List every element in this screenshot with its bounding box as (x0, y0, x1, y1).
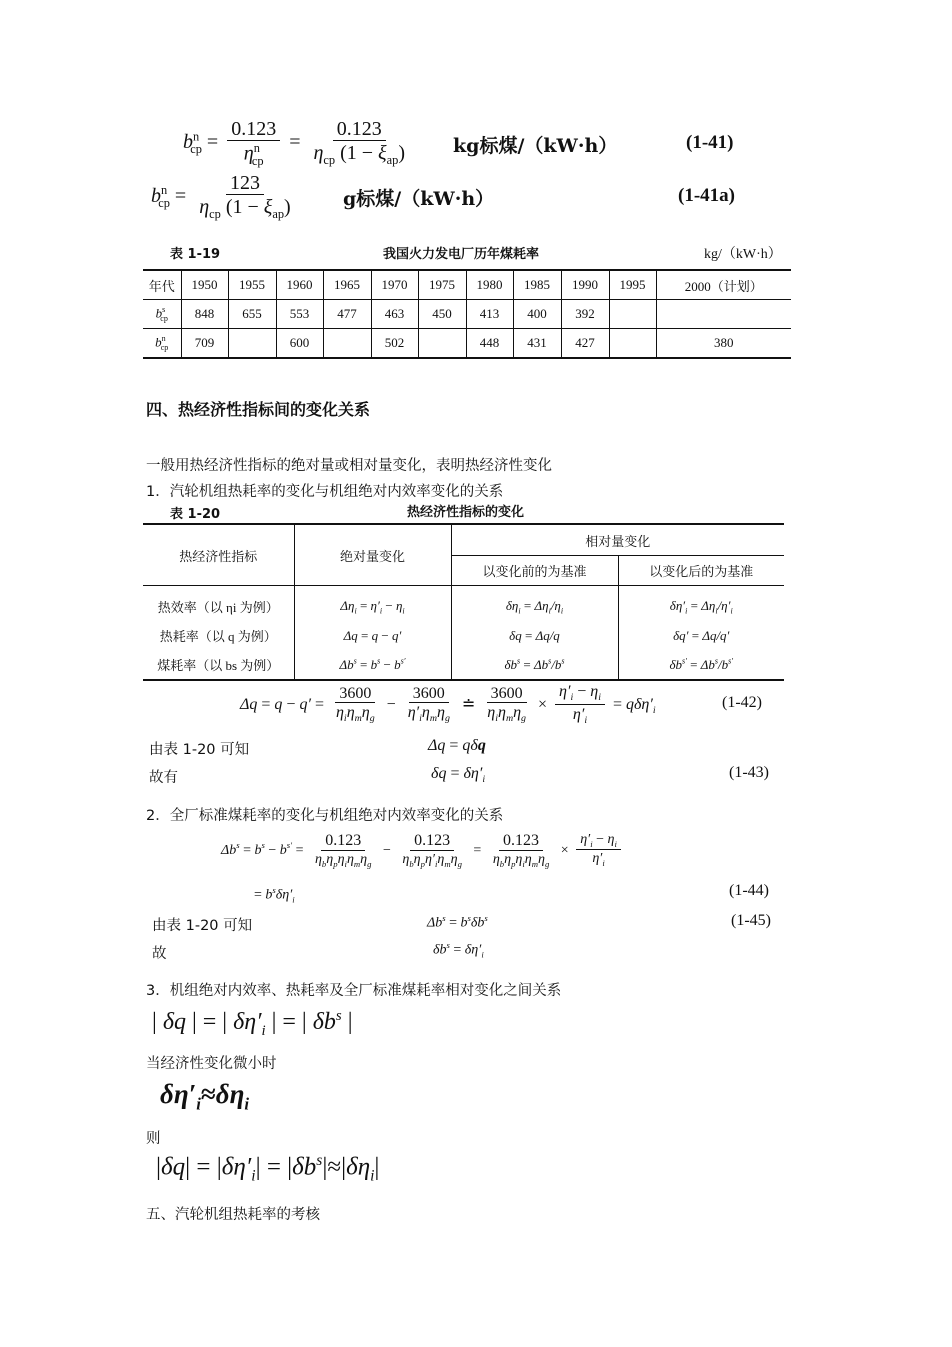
eq143-number: (1-43) (729, 764, 769, 781)
table-cell: 655 (228, 300, 276, 329)
equation-delta-bs: $\delta b^s = \delta\eta'_i$ (433, 940, 484, 960)
table-row (143, 621, 784, 650)
eq141a-number: (1-41a) (678, 185, 735, 206)
table-cell (656, 300, 791, 329)
table-row (143, 270, 791, 300)
eq142-n1: 3600 (335, 685, 375, 704)
table-cell: 848 (181, 300, 228, 329)
table-row (143, 329, 791, 359)
table-cell: 600 (276, 329, 323, 359)
item-3: 3．机组绝对内效率、热耗率及全厂标准煤耗率相对变化之间关系 (146, 983, 562, 999)
row-label: 热效率（以 ηi 为例） (143, 586, 294, 622)
eq141-num1: 0.123 (227, 118, 280, 141)
table-cell: 463 (371, 300, 418, 329)
equation-1-44-line2: = $b^s\delta\eta'_i$ (254, 885, 295, 905)
table-cell (323, 329, 371, 359)
table-cell (609, 329, 656, 359)
table119-header-cell: 1955 (228, 270, 276, 300)
row-label: 煤耗率（以 bs 为例） (143, 650, 294, 680)
eq141a-num: 123 (226, 172, 264, 195)
table-cell: $\delta b^{s'} = \Delta b^s/b^{s'}$ (618, 650, 784, 680)
table120-caption: 表 1-20 (170, 507, 221, 522)
table-row (143, 300, 791, 329)
table120-title: 热经济性指标的变化 (407, 505, 525, 520)
table-cell: 553 (276, 300, 323, 329)
item-2: 2．全厂标准煤耗率的变化与机组绝对内效率变化的关系 (146, 808, 504, 824)
table119-title: 我国火力发电厂历年煤耗率 (383, 247, 540, 262)
table-cell: Δq = q − q′ (294, 621, 451, 650)
row-label: $b^n_{cp}$ (143, 329, 181, 359)
eq141-unit: kg标煤/（kW·h） (453, 135, 618, 157)
small-change-text: 当经济性变化微小时 (146, 1056, 277, 1072)
table-1-19 (143, 269, 791, 359)
eq142-n3: 3600 (487, 685, 527, 704)
header-absolute: 绝对量变化 (294, 524, 451, 586)
hence-2: 故 (152, 946, 167, 962)
equation-1-42: Δq = q − q′ = $\frac{3600}{\eta_i\eta_m\eta_g}$ − $\frac{3600}{\eta'_i\eta_m\eta_g}$ ≐ $\frac{3600}{\eta_i\eta_m\eta_g}$ × $\frac{\eta'_i - \eta_i}{\eta'_i}$ = $q\delta\eta'_i$ (240, 683, 656, 727)
table119-caption: 表 1-19 (170, 247, 221, 262)
table-cell: 477 (323, 300, 371, 329)
table-cell (418, 329, 466, 359)
table-row (143, 524, 784, 556)
table119-header-cell: 1950 (181, 270, 228, 300)
table-1-20 (143, 523, 784, 681)
section-5-heading: 五、汽轮机组热耗率的考核 (146, 1207, 320, 1223)
from-table-2: 由表 1-20 可知 (152, 918, 253, 934)
eq144-n2: 0.123 (410, 832, 454, 851)
eq141-number: (1-41) (686, 132, 734, 153)
header-after: 以变化后的为基准 (618, 556, 784, 586)
header-indicator: 热经济性指标 (143, 524, 294, 586)
equation-1-41: $b^n_{cp}$ = $\frac{0.123}{\eta^n_{cp}}$ = $\frac{0.123}{\eta_{cp} (1 - \xi_{ap})}$ (183, 118, 405, 168)
eq145-number: (1-45) (731, 912, 771, 929)
table-cell: 450 (418, 300, 466, 329)
table119-header-cell: 1970 (371, 270, 418, 300)
table119-header-cell: 1990 (561, 270, 609, 300)
item-1: 1．汽轮机组热耗率的变化与机组绝对内效率变化的关系 (146, 484, 504, 500)
header-relative: 相对量变化 (451, 524, 784, 556)
table-cell: 448 (466, 329, 513, 359)
eq144-n1: 0.123 (321, 832, 365, 851)
table-cell: $\delta\eta_i = \Delta\eta_i/\eta_i$ (451, 586, 618, 622)
table-cell (609, 300, 656, 329)
eq142-n2: 3600 (409, 685, 449, 704)
eq141a-unit: g标煤/（kW·h） (343, 188, 495, 210)
table119-header-cell: 1960 (276, 270, 323, 300)
table-cell (228, 329, 276, 359)
paragraph-intro: 一般用热经济性指标的绝对量或相对量变化，表明热经济性变化 (146, 458, 552, 474)
table119-header-cell: 1995 (609, 270, 656, 300)
table119-header-cell: 1980 (466, 270, 513, 300)
table119-header-cell: 2000（计划） (656, 270, 791, 300)
equation-1-45: $\Delta b^s = b^s\delta b^s$ (427, 913, 488, 931)
equation-1-41a: $b^n_{cp}$ = $\frac{123}{\eta_{cp} (1 - \xi_{ap})}$ (151, 172, 291, 221)
table-cell: 502 (371, 329, 418, 359)
equation-relation: | δq | = | $\delta\eta'_i$ | = | $\delta b^s$ | (152, 1008, 353, 1039)
eq142-number: (1-42) (722, 694, 762, 711)
table119-header-cell: 1985 (513, 270, 561, 300)
table-cell: $\Delta b^s = b^s - b^{s'}$ (294, 650, 451, 680)
table-cell: $\Delta\eta_i = \eta'_i - \eta_i$ (294, 586, 451, 622)
table119-header-cell: 年代 (143, 270, 181, 300)
table-row (143, 650, 784, 680)
eq144-number: (1-44) (729, 882, 769, 899)
row-label: $b^s_{cp}$ (143, 300, 181, 329)
then-text: 则 (146, 1131, 161, 1147)
table119-unit: kg/（kW·h） (704, 247, 782, 262)
equation-delta-q: Δq = qδq (428, 737, 486, 754)
table-row (143, 586, 784, 622)
equation-1-44: $\Delta b^s = b^s - b^{s'}$ = $\frac{0.123}{\eta_b\eta_p\eta_i\eta_m\eta_g}$ − $\frac{0.123}{\eta_b\eta_p\eta'_i\eta_m\eta_g}$ = $\frac{0.123}{\eta_b\eta_p\eta_i\eta_m\eta_g}$ × $\frac{\eta'_i - \eta_i}{\eta'_i}$ (221, 832, 625, 869)
table-cell: 427 (561, 329, 609, 359)
equation-1-43: $\delta q = \delta\eta'_i$ (431, 765, 486, 786)
table-cell: 413 (466, 300, 513, 329)
table-cell: δq = Δq/q (451, 621, 618, 650)
table119-header-cell: 1965 (323, 270, 371, 300)
row-label: 热耗率（以 q 为例） (143, 621, 294, 650)
equation-approx: $\delta\eta'_i\approx\delta\eta_i$ (160, 1079, 250, 1114)
table-cell: $\delta\eta'_i = \Delta\eta_i/\eta'_i$ (618, 586, 784, 622)
table-cell: 431 (513, 329, 561, 359)
table-cell: δq′ = Δq/q′ (618, 621, 784, 650)
table-cell: $\delta b^s = \Delta b^s/b^s$ (451, 650, 618, 680)
table-cell: 400 (513, 300, 561, 329)
eq144-n3: 0.123 (499, 832, 543, 851)
equation-final: $|\delta q| = |\delta\eta'_i| = |\delta b^s|\approx|\delta\eta_i|$ (156, 1152, 380, 1185)
table-cell: 380 (656, 329, 791, 359)
from-table-1: 由表 1-20 可知 (149, 742, 250, 758)
table-cell: 709 (181, 329, 228, 359)
hence-1: 故有 (149, 770, 178, 786)
table119-header-cell: 1975 (418, 270, 466, 300)
table-cell: 392 (561, 300, 609, 329)
eq141-num2: 0.123 (333, 118, 386, 141)
header-before: 以变化前的为基准 (451, 556, 618, 586)
section-4-heading: 四、热经济性指标间的变化关系 (146, 400, 371, 419)
